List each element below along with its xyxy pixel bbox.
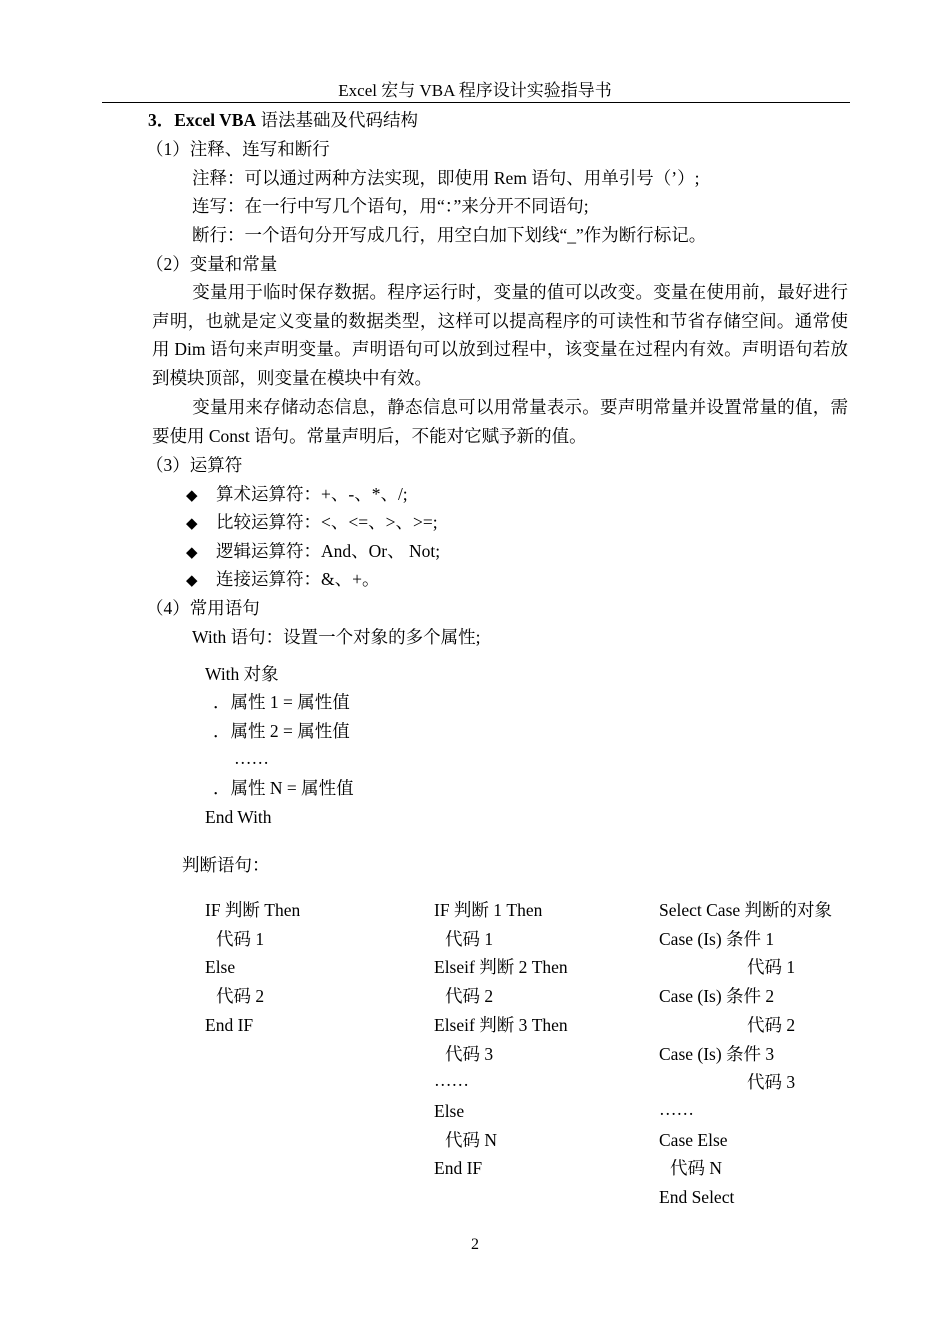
header-title: Excel 宏与 VBA 程序设计实验指导书 <box>338 81 612 100</box>
sub2-heading: （2）变量和常量 <box>146 254 278 274</box>
select-code-line: 代码 3 <box>747 1072 796 1092</box>
section-title-cn: 语法基础及代码结构 <box>256 110 418 130</box>
diamond-bullet-icon: ◆ <box>186 573 198 589</box>
page-number: 2 <box>471 1236 479 1253</box>
operator-item-concatenation <box>186 571 379 589</box>
if-code-line: IF 判断 Then <box>205 900 301 920</box>
with-code-line: ．属性 N = 属性值 <box>213 778 354 798</box>
section-title-en: Excel VBA <box>174 110 257 130</box>
with-description: With 语句：设置一个对象的多个属性; <box>192 627 481 647</box>
if-code-line: End IF <box>205 1015 254 1035</box>
select-code-line: Case Else <box>659 1130 728 1150</box>
select-code-line: Case (Is) 条件 3 <box>659 1044 775 1064</box>
select-code-line: Select Case 判断的对象 <box>659 900 833 920</box>
with-code-line: ．属性 2 = 属性值 <box>213 721 350 741</box>
operator-text: 连接运算符：&、+。 <box>216 569 380 589</box>
line-break-line: 断行：一个语句分开写成几行，用空白加下划线“_”作为断行标记。 <box>192 225 707 245</box>
with-code-line: …… <box>234 748 269 768</box>
select-code-line: 代码 N <box>670 1158 723 1178</box>
operator-item-logical <box>186 543 440 561</box>
with-code-line: With 对象 <box>205 664 279 684</box>
elseif-code-line: Elseif 判断 3 Then <box>434 1015 568 1035</box>
diamond-bullet-icon: ◆ <box>186 488 198 504</box>
select-code-line: …… <box>659 1099 694 1119</box>
diamond-bullet-icon: ◆ <box>186 545 198 561</box>
if-code-line: 代码 1 <box>216 929 265 949</box>
operator-text: 比较运算符：<、<=、>、>=; <box>216 512 438 532</box>
operator-item-comparison <box>186 514 438 532</box>
elseif-code-line: …… <box>434 1070 469 1090</box>
elseif-code-line: 代码 2 <box>445 986 494 1006</box>
select-code-line: 代码 1 <box>747 957 796 977</box>
constants-paragraph: 变量用来存储动态信息，静态信息可以用常量表示。要声明常量并设置常量的值，需要使用 Const 语句。常量声明后，不能对它赋予新的值。 <box>152 397 848 446</box>
judge-label: 判断语句： <box>182 855 270 875</box>
section-number: 3． <box>148 110 175 130</box>
with-code-line: End With <box>205 807 272 827</box>
diamond-bullet-icon: ◆ <box>186 516 198 532</box>
sub1-heading: （1）注释、连写和断行 <box>146 139 330 159</box>
continuation-line: 连写：在一行中写几个语句，用“：”来分开不同语句; <box>192 196 589 216</box>
variables-paragraph: 变量用于临时保存数据。程序运行时，变量的值可以改变。变量在使用前，最好进行声明，也就是定义变量的数据类型，这样可以提高程序的可读性和节省存储空间。通常使用 Dim 语句来声明变量。声明语句可以放到过程中，该变量在过程内有效。声明语句若放到模块顶部，则变量在模块中有效。 <box>152 282 848 389</box>
select-code-line: End Select <box>659 1187 735 1207</box>
elseif-code-line: 代码 1 <box>445 929 494 949</box>
sub4-heading: （4）常用语句 <box>146 598 260 618</box>
elseif-code-line: 代码 3 <box>445 1044 494 1064</box>
elseif-code-line: Else <box>434 1101 465 1121</box>
with-code-line: ．属性 1 = 属性值 <box>213 692 350 712</box>
operator-text: 算术运算符：+、-、*、/; <box>216 484 408 504</box>
elseif-code-line: IF 判断 1 Then <box>434 900 543 920</box>
elseif-code-line: 代码 N <box>445 1130 498 1150</box>
operator-item-arithmetic <box>186 486 408 504</box>
header-rule <box>102 102 850 103</box>
select-code-line: Case (Is) 条件 2 <box>659 986 775 1006</box>
operator-text: 逻辑运算符：And、Or、 Not; <box>216 541 441 561</box>
select-code-line: 代码 2 <box>747 1015 796 1035</box>
if-code-line: Else <box>205 957 236 977</box>
section-heading <box>148 112 418 130</box>
if-code-line: 代码 2 <box>216 986 265 1006</box>
select-code-line: Case (Is) 条件 1 <box>659 929 775 949</box>
sub3-heading: （3）运算符 <box>146 455 243 475</box>
elseif-code-line: End IF <box>434 1158 483 1178</box>
comment-line: 注释：可以通过两种方法实现，即使用 Rem 语句、用单引号（’）; <box>192 168 700 188</box>
elseif-code-line: Elseif 判断 2 Then <box>434 957 568 977</box>
